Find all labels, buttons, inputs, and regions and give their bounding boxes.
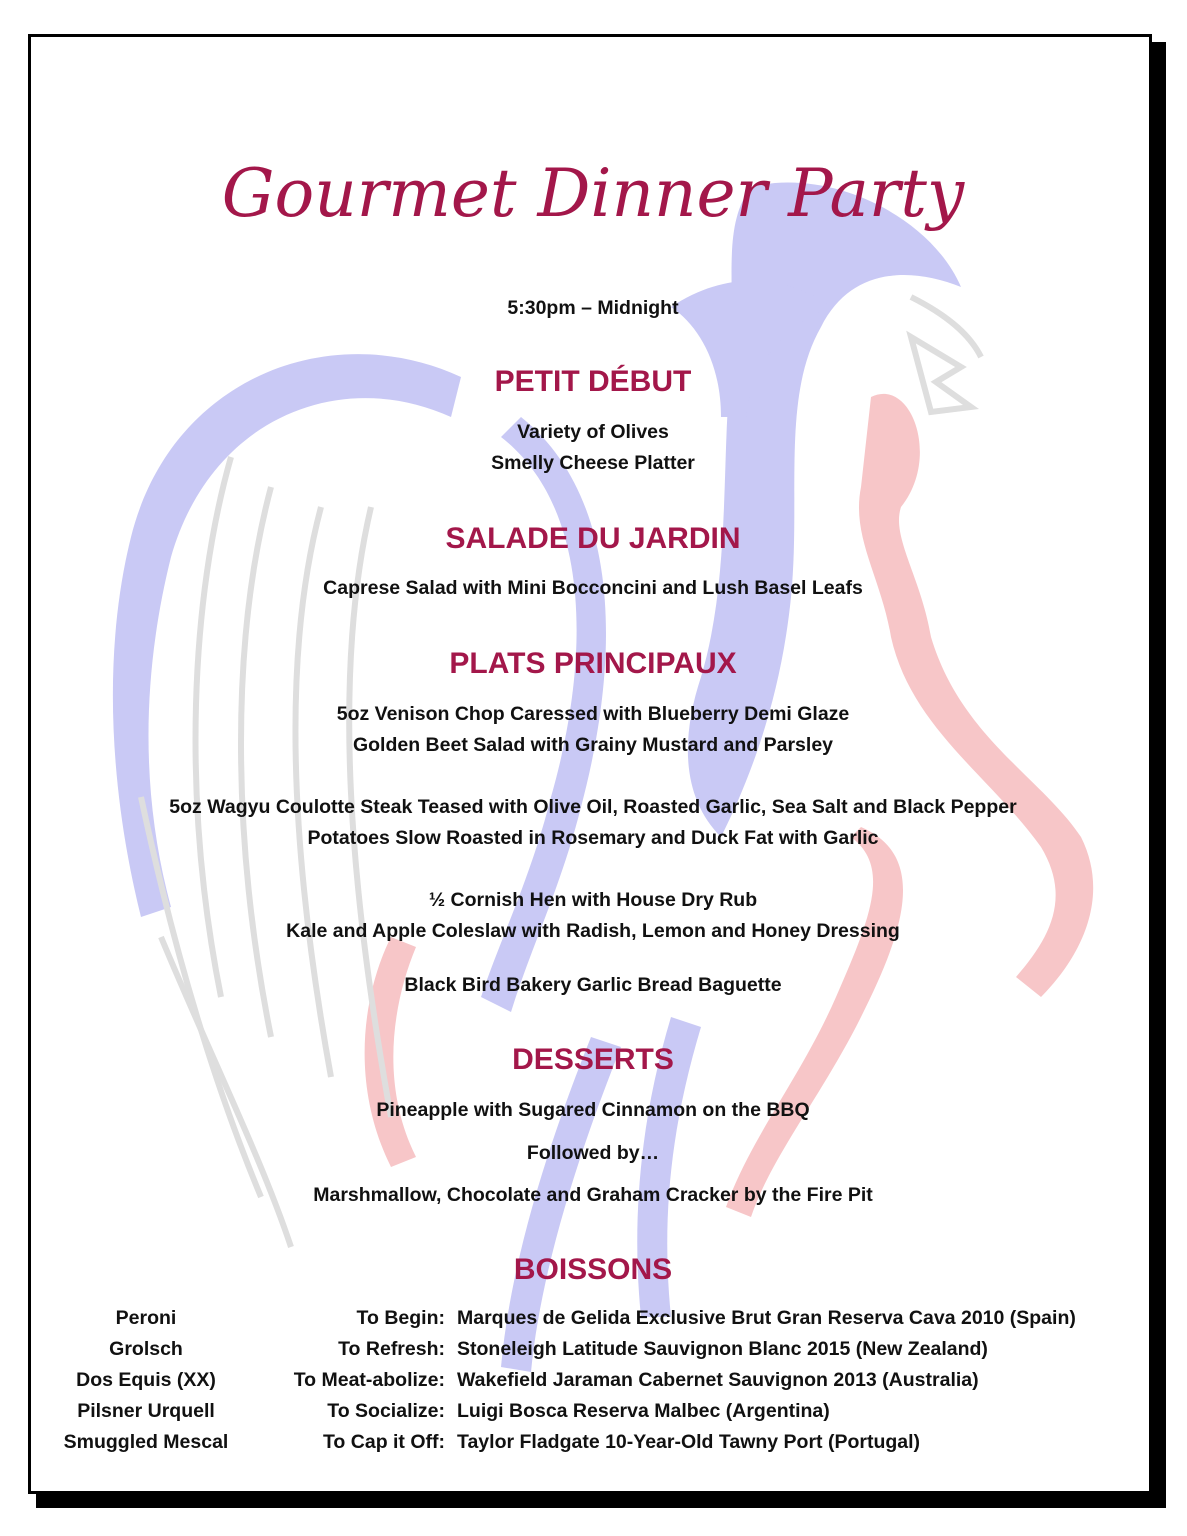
heading-salade: SALADE DU JARDIN	[445, 522, 741, 555]
drink-row	[31, 1369, 1152, 1399]
wine-label: To Begin:	[356, 1307, 445, 1329]
heading-desserts: DESSERTS	[512, 1043, 674, 1076]
wine-name: Marques de Gelida Exclusive Brut Gran Reserva Cava 2010 (Spain)	[457, 1307, 1076, 1329]
heading-boissons: BOISSONS	[513, 1253, 673, 1286]
wine-name: Stoneleigh Latitude Sauvignon Blanc 2015 (New Zealand)	[457, 1338, 988, 1360]
wine-name: Luigi Bosca Reserva Malbec (Argentina)	[457, 1400, 830, 1422]
heading-petit-debut: PETIT DÉBUT	[494, 365, 692, 398]
menu-item: Marshmallow, Chocolate and Graham Cracker by the Fire Pit	[313, 1184, 873, 1206]
drink-row	[31, 1338, 1152, 1368]
menu-item: Variety of Olives	[517, 421, 669, 443]
beer-name: Peroni	[115, 1307, 177, 1329]
menu-page	[28, 34, 1152, 1494]
menu-item: Kale and Apple Coleslaw with Radish, Lemon and Honey Dressing	[286, 920, 900, 942]
wine-name: Wakefield Jaraman Cabernet Sauvignon 2013 (Australia)	[457, 1369, 979, 1391]
menu-content	[31, 37, 1152, 1494]
menu-item: Golden Beet Salad with Grainy Mustard and Parsley	[352, 734, 834, 756]
wine-label: To Meat-abolize:	[293, 1369, 445, 1391]
menu-item: Smelly Cheese Platter	[491, 452, 695, 474]
page-title: Gourmet Dinner Party	[221, 155, 965, 232]
menu-item: Pineapple with Sugared Cinnamon on the BBQ	[376, 1099, 810, 1121]
beer-name: Pilsner Urquell	[77, 1400, 215, 1422]
menu-item: Potatoes Slow Roasted in Rosemary and Duck Fat with Garlic	[307, 827, 879, 849]
event-time: 5:30pm – Midnight	[507, 297, 679, 319]
menu-item: ½ Cornish Hen with House Dry Rub	[428, 889, 758, 911]
wine-label: To Socialize:	[327, 1400, 445, 1422]
heading-plats: PLATS PRINCIPAUX	[449, 647, 737, 680]
menu-item: Followed by…	[526, 1142, 660, 1164]
beer-name: Smuggled Mescal	[63, 1431, 229, 1453]
menu-item: 5oz Venison Chop Caressed with Blueberry Demi Glaze	[336, 703, 850, 725]
menu-item: 5oz Wagyu Coulotte Steak Teased with Olive Oil, Roasted Garlic, Sea Salt and Black Pepper	[169, 796, 1017, 818]
beer-name: Grolsch	[109, 1338, 183, 1360]
drink-row	[31, 1431, 1152, 1461]
wine-name: Taylor Fladgate 10-Year-Old Tawny Port (Portugal)	[457, 1431, 921, 1453]
wine-label: To Refresh:	[338, 1338, 445, 1360]
menu-item: Caprese Salad with Mini Bocconcini and Lush Basel Leafs	[323, 577, 863, 599]
menu-item: Black Bird Bakery Garlic Bread Baguette	[404, 974, 782, 996]
wine-label: To Cap it Off:	[322, 1431, 445, 1453]
drink-row	[31, 1307, 1152, 1337]
drink-row	[31, 1400, 1152, 1430]
beer-name: Dos Equis (XX)	[76, 1369, 216, 1391]
